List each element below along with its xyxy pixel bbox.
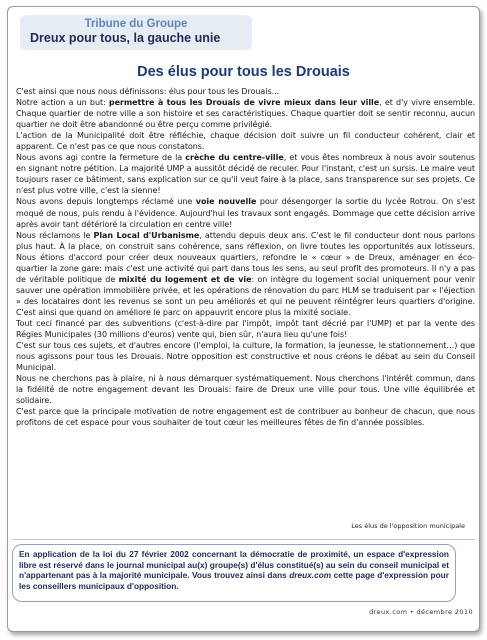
emphasis-text: mixité du logement et de vie [118,274,252,284]
paragraph: C'est parce que la principale motivation de notre engagement est de contribuer au bonheur de chacun, que nous profitons de cet espace pour vous souhaiter de tout cœur les meilleures fêtes de fin d'année possibles. [16,407,475,428]
group-name: Dreux pour tous, la gauche unie [30,31,221,45]
paragraph: Nous avons agi contre la fermeture de la crèche du centre-ville, et vous êtes nombreux à nous avoir soutenus en signant notre pétition. La majorité UMP a aussitôt décidé de reculer. Pour l'instant, c'est un sursis. Le maire veut toujours raser ce bâtiment, sans explication sur ce qu'il veut faire à la place, sans transparence sur ses projets. Ce n'est plus votre ville, c'est la sienne! [16,153,475,196]
emphasis-text: permettre à tous les Drouais de vivre mieux dans leur ville [108,98,380,108]
group-header [20,15,252,50]
legal-notice-text: En application de la loi du 27 février 2002 concernant la démocratie de proximité, un espace d'expression libre est réservé dans le journal municipal au(x) groupe(s) d'élus constitué(s) au sein du conseil municipal et n'appartenant pas à la majorité municipale. Vous trouvez ainsi dans dreux.com cette page d'expression pour les conseillers municipaux d'opposition. [19,549,449,591]
emphasis-text: crèche du centre-ville [185,153,284,163]
paragraph: C'est ainsi que nous nous définissons: élus pour tous les Drouais... [16,87,280,96]
site-name: dreux.com [289,570,332,581]
paragraph: L'action de la Municipalité doit être réfléchie, chaque décision doit suivre un fil conducteur cohérent, clair et apparent. Ce n'est pas ce que nous constatons. [16,131,475,152]
legal-notice-box [12,544,456,602]
paragraph: Tout ceci financé par des subventions (c'est-à-dire par l'impôt, impôt tant décrié par l'UMP) et par la vente des Régies Municipales (30 millions d'euros) vente qui, bien sûr, n'aura lieu qu'une fois! [16,318,475,340]
paragraph: Nous avons depuis longtemps réclamé une voie nouvelle pour désengorger la sortie du lycée Rotrou. On s'est moqué de nous, puis rendu à l'évidence. Aujourd'hui les travaux sont engagés. Dommage que cette décision arrive après avoir tant détérioré la circulation en centre ville! [16,197,476,229]
section-divider [12,539,475,540]
paragraph: C'est sur tous ces sujets, et d'autres encore (l'emploi, la culture, la formation, la jeunesse, le stationnement…) que nous agissons pour tous les Drouais. Notre opposition est constructive et nous créons le débat au sein du Conseil Municipal. [16,341,475,373]
article-title: Des élus pour tous les Drouais [137,64,350,80]
header-kicker: Tribune du Groupe [84,18,188,30]
paragraph: Notre action a un but: permettre à tous les Drouais de vivre mieux dans leur ville, et d'y vivre ensemble. Chaque quartier de notre ville a son histoire et ses caractéristiques. Chaque quartier doit se sentir reconnu, aucun quartier ne doit être abandonné ou être perçu comme privilégié. [16,98,476,130]
emphasis-text: Plan Local d'Urbanisme [93,230,200,240]
article-body [16,86,475,428]
paragraph: Nous réclamons le Plan Local d'Urbanisme, attendu depuis deux ans. C'est le fil conducteur dont nous parlons plus haut. À la place, on construit sans cohérence, sans réflexion, on livre toutes les opportunités aux lotisseurs. Nous étions d'accord pour créer deux nouveaux quartiers, refondre le « cœur » de Dreux, aménager en éco-quartier la zone gare: mais c'est une activité qui part dans tous les sens, au seul profit des promoteurs. Il n'y a pas de véritable politique de mixité du logement et de vie: on intègre du logement social uniquement pour venir sauver une opération immobilière privée, et les opérations de rénovation du parc HLM se traduisent par « l'éjection » des locataires dont les revenus se sont un peu améliorés et qui ne peuvent réintégrer leurs quartiers d'origine. C'est ainsi que quand on améliore le parc on appauvrit encore plus la mixité sociale. [16,230,475,317]
paragraph: Nous ne cherchons pas à plaire, ni à nous démarquer systématiquement. Nous cherchons l'intérêt commun, dans la fidélité de notre engagement devant les Drouais: faire de Dreux une ville pour tous. Une ville équilibrée et solidaire. [16,374,475,406]
article-signature: Les élus de l'opposition municipale [351,522,465,530]
emphasis-text: voie nouvelle [195,197,257,207]
page-footer: dreux.com • décembre 2010 [369,608,473,616]
